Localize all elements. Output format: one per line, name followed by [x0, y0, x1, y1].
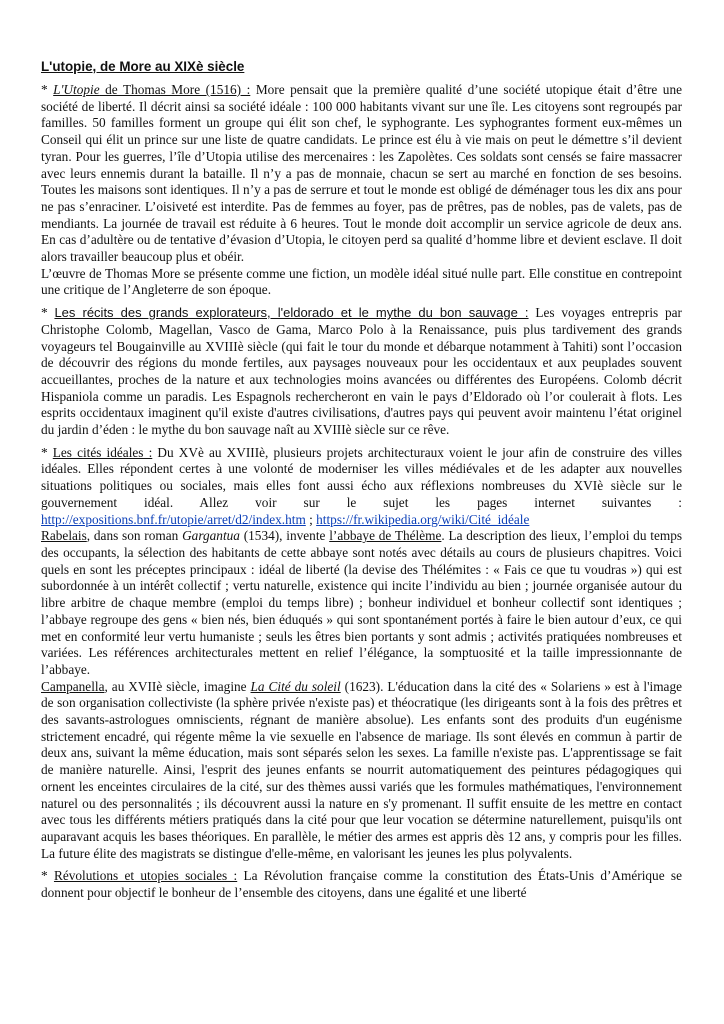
author-campanella: Campanella [41, 678, 105, 694]
section-cites-ideales: * Les cités idéales : Du XVè au XVIIIè, plusieurs projets architecturaux voient le jour afin de construire des villes idéales. Elles répondent certes à une volonté de moderniser les villes médiévales et de les adapter aux nouvelles situations politiques ou sociales, mais elles font aussi écho aux réflexions nombreuses du XVIè siècle sur le gouvernement idéal. Allez voir sur le sujet les pages internet suivantes : http://expositions.bnf.fr/utopie/arret/d2/index.htm ; https://fr.wikipedia.org/wiki/Cité_idéale [41, 444, 682, 527]
section-utopie-more [41, 82, 682, 266]
book-title-gargantua: Gargantua [182, 528, 240, 544]
bullet: * [41, 82, 54, 97]
author-rabelais: Rabelais [41, 528, 87, 544]
link-bnf-utopie[interactable]: http://expositions.bnf.fr/utopie/arret/d2/index.htm [41, 511, 306, 527]
section-heading-revolutions: Révolutions et utopies sociales : [53, 868, 238, 884]
document-title: L'utopie, de More au XIXè siècle [41, 59, 245, 74]
paragraph-rabelais: Rabelais, dans son roman Gargantua (1534), invente l’abbaye de Thélème. La description des lieux, l’emploi du temps des occupants, la sélection des habitants de cette abbaye sont notés avec détails au cours de plusieurs chapitres. Voici quels en sont les préceptes principaux : idéal de liberté (la devise des Thélémites : « Fais ce que tu voudras ») qui est subordonnée à un intérêt collectif ; vertu naturelle, existence qui incite l’individu au bien ; journée organisée autour du libre arbitre de chaque membre (emploi du temps libre) ; bonheur individuel et bonheur collectif sont identiques ; l’abbaye regroupe des gens « bien nés, bien éduqués » qui sont spontanément portés à faire le bien autour d’eux, ce qui met en conformité leur vertu humaniste ; seuls les êtres bien portants y sont admis ; activités pratiquées nombreuses et variées. Les références architecturales mettent en relief l’élégance, la somptuosité et la taille impressionnante de l’abbaye. [41, 528, 683, 677]
section-body-cites: Du XVè au XVIIIè, plusieurs projets architecturaux voient le jour afin de construire des villes idéales. Elles répondent certes à une volonté de moderniser les villes médiévales et de les adapter aux nouvelles situations politiques ou sociales, mais elles font aussi écho aux réflexions nombreuses du XVIè siècle sur le gouvernement idéal. Allez voir sur le sujet les pages internet suivantes : [41, 444, 682, 510]
section-heading-cites: Les cités idéales : [52, 444, 153, 460]
section-body-revolutions: La Révolution française comme la constitution des États-Unis d’Amérique se donnent pour objectif le bonheur de l’ensemble des citoyens, dans une égalité et une liberté [41, 868, 682, 901]
section-body-explorateurs: Les voyages entrepris par Christophe Colomb, Magellan, Vasco de Gama, Marco Polo à la Renaissance, puis plus tardivement des grands voyageurs tel Bougainville au XVIIIè siècle (qui fait le tour du monde et débarque notamment à Tahiti) sont l’occasion de découvrir des régions du monde fertiles, aux paysages nouveaux pour les occidentaux et aux peuplades souvent accueillantes, proches de la nature et aux technologies moins avancées ou différentes des Européens. Colomb décrit Hispaniola comme un paradis. Les Espagnols rechercheront en vain le pays d’Eldorado où l’or coulerait à flots. Les esprits occidentaux imaginent qu'il existe d'autres civilisations, d'autres pays qui peuvent avoir maintenu l’état originel du jardin d’éden : le mythe du bon sauvage naît au XVIIIè siècle sur ce rêve. [41, 305, 682, 438]
section-revolutions: * Révolutions et utopies sociales : La Révolution française comme la constitution des États-Unis d’Amérique se donnent pour objectif le bonheur de l’ensemble des citoyens, dans une égalité et une liberté [41, 868, 682, 901]
book-title-utopie: L'Utopie [53, 82, 100, 97]
section-body-utopie: More pensait que la première qualité d’une société utopique était d’être une société de liberté. Il décrit ainsi sa société idéale : 100 000 habitants vivant sur une île. Les citoyens sont regroupés par familles. 50 familles forment un groupe qui élit son chef, le syphogrante. Les syphograntes forment eux-mêmes un Conseil qui élit un prince sur une liste de quatre candidats. Le prince est élu à vie mais on peut le démettre s’il devient tyran. Pour les guerres, l’île d’Utopia utilise des mercenaires : les Zapolètes. Ces soldats sont censés se faire massacrer avec leurs ennemis durant la bataille. Il n’y a pas de monnaie, chacun se sert au marché en fonction de ses besoins. Toutes les maisons sont identiques. Il n’y a pas de serrure et tout le monde est obligé de déménager tous les dix ans pour ne pas s’enraciner. L’oisiveté est interdite. Pas de femmes au foyer, pas de prêtres, pas de nobles, pas de valets, pas de mendiants. La journée de travail est réduite à 6 heures. Tout le monde doit accomplir un service agricole de deux ans. En cas d’adultère ou de tentative d’évasion d’Utopia, le citoyen perd sa qualité d’homme libre et devient esclave. Il doit alors travailler beaucoup plus et obéir. [41, 82, 682, 265]
section-heading-explorateurs: Les récits des grands explorateurs, l'eldorado et le mythe du bon sauvage : [54, 305, 529, 321]
abbaye-theleme: l’abbaye de Thélème [329, 528, 442, 544]
book-title-cite-du-soleil: La Cité du soleil [250, 678, 341, 694]
link-wikipedia-cite-ideale[interactable]: https://fr.wikipedia.org/wiki/Cité_idéale [316, 511, 530, 527]
paragraph-campanella: Campanella, au XVIIè siècle, imagine La Cité du soleil (1623). L'éducation dans la cité des « Solariens » est à l'image de son organisation collectiviste (la sphère privée n'existe pas) et théocratique (les dirigeants sont à la fois des prêtres et des savants-astrologues omniscients, régnant de manière absolue). Les enfants sont des produits d'un eugénisme strictement encadré, qui régente même la vie sexuelle en l'absence de mariage. Ils sont élevés en commun à partir de deux ans, suivant la même éducation, mais sont séparés selon les sexes. La famille n'existe pas. L'apprentissage se fait de manière naturelle. Ainsi, l'esprit des jeunes enfants se nourrit automatiquement des peintures pédagogiques qui ornent les enceintes circulaires de la cité, sur des thèmes aussi variés que les formules mathématiques, l'environnement naturel ou des personnalités ; ils découvrent aussi la nature en s'y promenant. Il suffit ensuite de les mettre en contact avec tous les différents métiers pratiqués dans la cité pour que leur vocation se détermine naturellement, puisqu'ils ont auparavant acquis les bases théoriques. En parallèle, le métier des armes est appris dès 12 ans, y compris pour les filles. La future élite des magistrats se distingue d'elle-même, en valorisant les jeunes les plus polyvalents. [41, 678, 683, 861]
section-heading-utopie: L'Utopie de Thomas More (1516) : [53, 82, 251, 97]
section-utopie-conclusion: L’œuvre de Thomas More se présente comme une fiction, un modèle idéal situé nulle part. Elle constitue en contrepoint une critique de l’Angleterre de son époque. [41, 265, 682, 298]
section-explorateurs: * Les récits des grands explorateurs, l'eldorado et le mythe du bon sauvage : Les voyages entrepris par Christophe Colomb, Magellan, Vasco de Gama, Marco Polo à la Renaissance, puis plus tardivement des grands voyageurs tel Bougainville au XVIIIè siècle (qui fait le tour du monde et débarque notamment à Tahiti) sont l’occasion de découvrir des régions du monde fertiles, aux paysages nouveaux pour les occidentaux et aux peuplades souvent accueillantes, proches de la nature et aux technologies moins avancées ou différentes des Européens. Colomb décrit Hispaniola comme un paradis. Les Espagnols rechercheront en vain le pays d’Eldorado où l’or coulerait à flots. Les esprits occidentaux imaginent qu'il existe d'autres civilisations, d'autres pays qui peuvent avoir maintenu l’état originel du jardin d’éden : le mythe du bon sauvage naît au XVIIIè siècle sur ce rêve. [41, 305, 682, 438]
